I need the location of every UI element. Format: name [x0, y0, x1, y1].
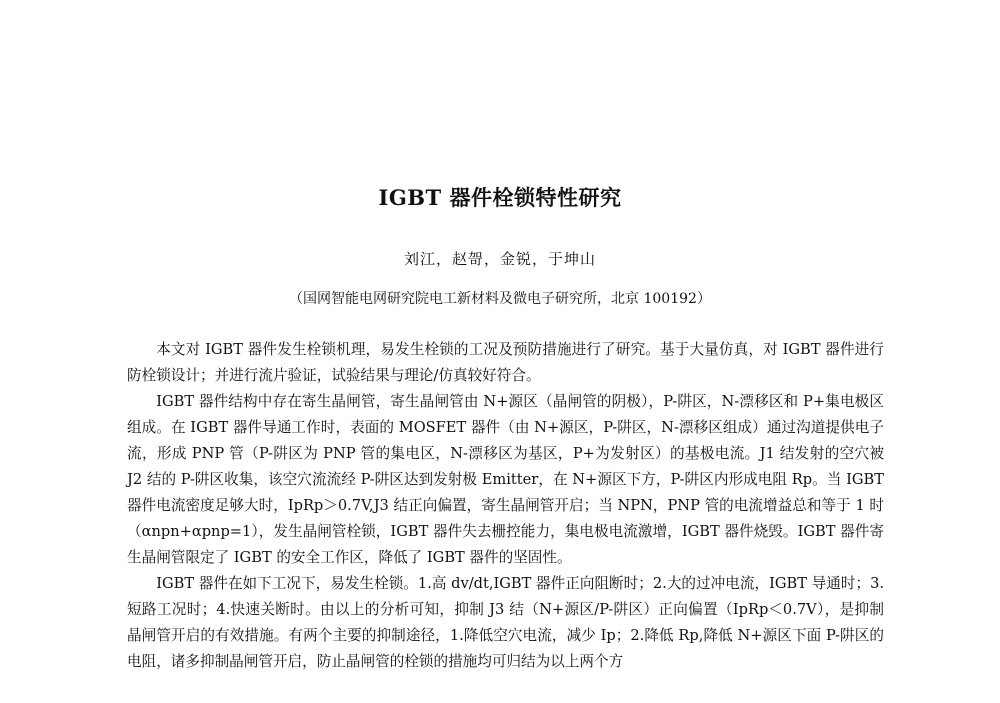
- paper-body: [127, 337, 884, 675]
- paper-title: IGBT 器件栓锁特性研究: [378, 185, 622, 210]
- body-paragraph: 本文对 IGBT 器件发生栓锁机理，易发生栓锁的工况及预防措施进行了研究。基于大量仿真，对 IGBT 器件进行防栓锁设计；并进行流片验证，试验结果与理论/仿真较好符合。: [127, 341, 884, 384]
- body-paragraph: IGBT 器件在如下工况下，易发生栓锁。1.高 dv/dt,IGBT 器件正向阻断时；2.大的过冲电流，IGBT 导通时；3.短路工况时；4.快速关断时。由以上的分析可知，抑制 J3 结（N+源区/P-阱区）正向偏置（IpRp＜0.7V），是抑制晶闸管开启的有效措施。有两个主要的抑制途径，1.降低空穴电流，减少 Ip；2.降低 Rp,降低 N+源区下面 P-阱区的电阻，诸多抑制晶闸管开启，防止晶闸管的栓锁的措施均可归结为以上两个方: [127, 575, 884, 670]
- paper-affiliation: （国网智能电网研究院电工新材料及微电子研究所，北京 100192）: [289, 291, 711, 307]
- paper-authors: 刘江，赵哿，金锐，于坤山: [403, 250, 596, 268]
- body-paragraph: IGBT 器件结构中存在寄生晶闸管，寄生晶闸管由 N+源区（晶闸管的阴极），P-阱区，N-漂移区和 P+集电极区组成。在 IGBT 器件导通工作时，表面的 MOSFET 器件（由 N+源区，P-阱区，N-漂移区组成）通过沟道提供电子流，形成 PNP 管（P-阱区为 PNP 管的集电区，N-漂移区为基区，P+为发射区）的基极电流。J1 结发射的空穴被 J2 结的 P-阱区收集，该空穴流流经 P-阱区达到发射极 Emitter，在 N+源区下方，P-阱区内形成电阻 Rp。当 IGBT 器件电流密度足够大时，IpRp＞0.7V,J3 结正向偏置，寄生晶闸管开启；当 NPN，PNP 管的电流增益总和等于 1 时（αnpn+αpnp=1），发生晶闸管栓锁，IGBT 器件失去栅控能力，集电极电流激增，IGBT 器件烧毁。IGBT 器件寄生晶闸管限定了 IGBT 的安全工作区，降低了 IGBT 器件的坚固性。: [127, 393, 884, 566]
